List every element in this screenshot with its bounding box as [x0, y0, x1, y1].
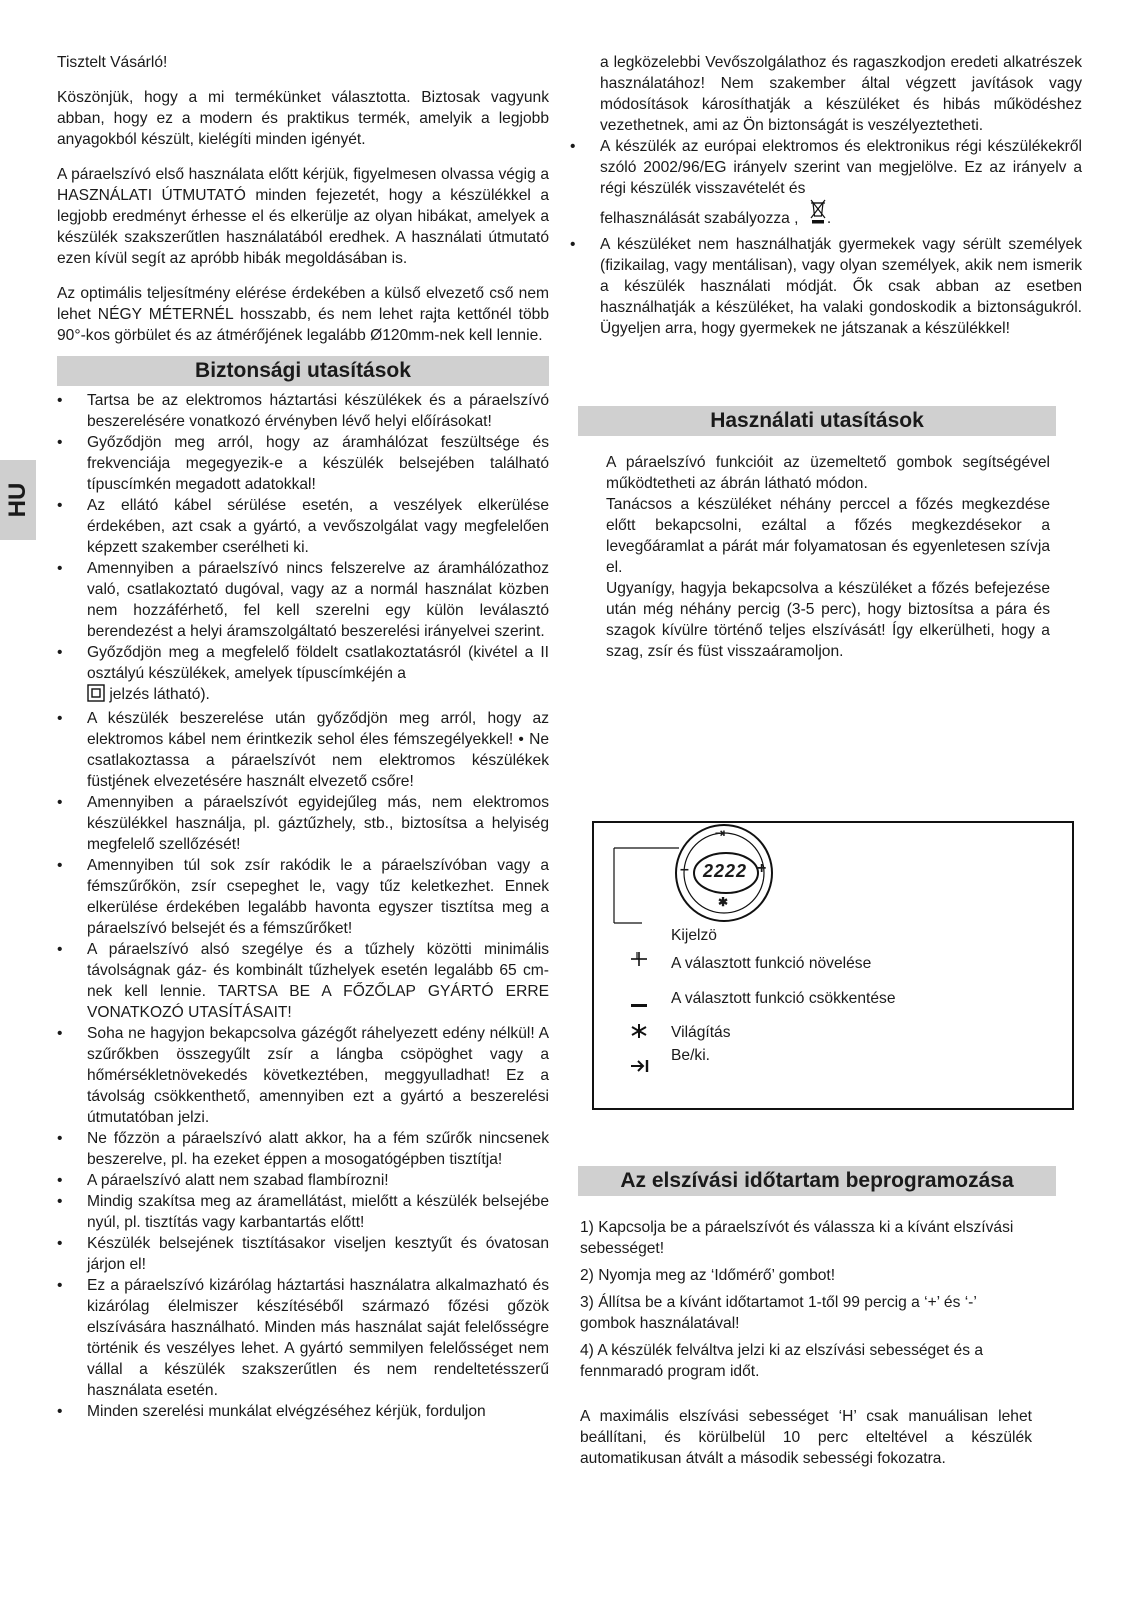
intro-paragraph: Az optimális teljesítmény elérése érdekében a külső elvezető cső nem lehet NÉGY MÉTERNÉL hosszabb, és nem lehet rajta kettőnél több 90°-kos görbület és az átmérőjének legalább Ø120mm-nek kell lennie. [57, 285, 549, 344]
intro-paragraph: Köszönjük, hogy a mi termékünket választotta. Biztosak vagyunk abban, hogy ez a modern és praktikus termék, amelyik a legjobb anyagokból készült, kielégíti minden igényét. [57, 89, 549, 148]
list-item: • Ne főzzön a páraelszívó alatt akkor, ha a fém szűrők nincsenek beszerelve, pl. ha ezeket éppen a mosogatógépben tisztítja! [57, 1128, 549, 1170]
list-item: • Amennyiben a páraelszívót egyidejűleg más, nem elektromos készülékkel használja, pl. gáztűzhely, stb., biztosítsa a helyiség megfelelő szellőzését! [57, 792, 549, 855]
safety-continuation: a legközelebbi Vevőszolgálathoz és ragaszkodjon eredeti alkatrészek használatához! Nem szakember által végzett javítások vagy módosítások károsíthatják a készüléket és hibás működéshez vezethetnek, ami az Ön biztonságát is veszélyeztetheti. [600, 54, 1082, 134]
list-item: • Az ellátó kábel sérülése esetén, a veszélyek elkerülése érdekében, azt csak a gyártó, a vevőszolgálat vagy megfelelően képzett szakember cserélheti ki. [57, 495, 549, 558]
list-item: • Győződjön meg arról, hogy az áramhálózat feszültsége és frekvenciája megegyezik-e a készülék belsejében található típuscímkén megadott adatokkal! [57, 432, 549, 495]
panel-minus-icon[interactable]: – [680, 861, 689, 878]
timer-note: A maximális elszívási sebességet ‘H’ csak manuálisan lehet beállítani, és körülbelül 10 perc elteltével a készülék automatikusan átvált a második sebességi fokozatra. [580, 1408, 1032, 1467]
list-item: • Készülék belsejének tisztításakor viseljen kesztyűt és óvatosan járjon el! [57, 1233, 549, 1275]
power-icon [630, 1059, 650, 1078]
timer-step: 3) Állítsa be a kívánt időtartamot 1-től 99 percig a ‘+’ és ‘-’ gombok használatával! [580, 1294, 977, 1332]
list-item: • Ez a páraelszívó kizárólag háztartási használatra alkalmazható és kizárólag élelmiszer készítéséből származó főzési gőzök elszívására használható. Minden más használat saját felelősségre történik és veszélyes lehet. A gyártó semmilyen felelősséget nem vállal a készülék szakszerűtlen és nem rendeltetésszerű használata esetén. [57, 1275, 549, 1401]
timer-step: 4) A készülék felváltva jelzi ki az elszívási sebességet és a fennmaradó program időt. [580, 1342, 984, 1380]
usage-paragraph: Tanácsos a készüléket néhány perccel a főzés megkezdése előtt bekapcsolni, ezáltal a főzés megkezdésekor a levegőáramlat a párát már folyamatosan és egyenletesen szívja el. [606, 496, 1050, 576]
timer-heading: Az elszívási időtartam beprogramozása [578, 1166, 1056, 1196]
timer-step: 2) Nyomja meg az ‘Időmérő’ gombot! [580, 1267, 836, 1284]
panel-display: 2222 [703, 861, 748, 881]
list-item: • A páraelszívó alatt nem szabad flambírozni! [57, 1170, 549, 1191]
safety-list [57, 390, 549, 1422]
usage-section [606, 452, 1050, 662]
right-column [592, 52, 1082, 339]
legend-light: Világítás [671, 1024, 731, 1041]
legend-display: Kijelzö [671, 927, 717, 944]
list-item-text: jelzés látható). [109, 686, 210, 703]
language-tab-label: HU [4, 482, 31, 518]
list-item-text: felhasználását szabályozza , [600, 210, 799, 227]
usage-heading: Használati utasítások [578, 406, 1056, 436]
list-item: • Minden szerelési munkálat elvégzéséhez kérjük, forduljon [57, 1401, 549, 1422]
timer-steps [580, 1217, 1032, 1475]
usage-paragraph: Ugyanígy, hagyja bekapcsolva a készüléket a főzés befejezése után még néhány percig (3-5 perc), hogy biztosítsa a pára és szagok kívülre történő teljes elszívását! Így elkerülheti, hogy a szag, zsír és füst visszaáramoljon. [606, 580, 1050, 660]
light-icon [630, 1023, 648, 1044]
legend-power: Be/ki. [671, 1047, 710, 1064]
intro-paragraph: A páraelszívó első használata előtt kérjük, figyelmesen olvassa végig a HASZNÁLATI ÚTMUTATÓ minden fejezetét, hogy a készülékkel a legjobb eredményt érhesse el és elkerülje az olyan hibákat, amelyek a készülék szakszerűtlen használatából eredhek. A használati útmutató ezen kívül segít az apróbb hibák megoldásában is. [57, 166, 549, 267]
timer-step: 1) Kapcsolja be a páraelszívót és válassza ki a kívánt elszívási sebességet! [580, 1219, 1014, 1257]
panel-power-icon[interactable]: ⇥ [715, 826, 726, 840]
minus-icon [630, 995, 648, 1013]
list-item: • A készüléket nem használhatják gyermekek vagy sérült személyek (fizikailag, vagy mentálisan), vagy olyan személyek, akik nem ismerik a készülék használati módját. Ők csak abban az esetben használhatják a készüléket, ha valaki gondoskodik a biztonságukról. Ügyeljen arra, hogy gyermekek ne játszanak a készülékkel! [570, 234, 1082, 339]
greeting: Tisztelt Vásárló! [57, 54, 168, 71]
list-item [57, 642, 549, 708]
list-item: • A készülék az európai elektromos és elektronikus régi készülékekről szóló 2002/96/EG irányelv szerint van megjelölve. Ez az irányelv a régi készülék visszavételét és felhasználását szabályozza , . [570, 136, 1082, 234]
safety-heading: Biztonsági utasítások [57, 356, 549, 386]
weee-bin-icon [809, 199, 827, 231]
list-item: • Mindig szakítsa meg az áramellátást, mielőtt a készülék belsejébe nyúl, pl. tisztítás vagy karbantartás előtt! [57, 1191, 549, 1233]
usage-paragraph: A páraelszívó funkcióit az üzemeltető gombok segítségével működtetheti az ábrán látható módon. [606, 454, 1050, 492]
legend-minus: A választott funkció csökkentése [671, 990, 896, 1007]
legend-plus: A választott funkció növelése [671, 955, 872, 972]
list-item-text: A készülék az európai elektromos és elektronikus régi készülékekről szóló 2002/96/EG irányelv szerint van megjelölve. Ez az irányelv a régi készülék visszavételét és [600, 138, 1082, 197]
list-item: • Amennyiben a páraelszívó nincs felszerelve az áramhálózathoz való, csatlakoztató dugóval, vagy az a normál használat közben nem hozzáférhető, fel kell szerelni egy külön leválasztó berendezést a helyi áramszolgáltató beszerelési irányelvei szerint. [57, 558, 549, 642]
list-item: • A páraelszívó alsó szegélye és a tűzhely közötti minimális távolságnak gáz- és kombinált tűzhelyek esetén legalább 65 cm-nek kell lennie. TARTSA BE A FŐZŐLAP GYÁRTÓ ERRE VONATKOZÓ UTASÍTÁSAIT! [57, 939, 549, 1023]
panel-plus-icon[interactable]: + [757, 860, 767, 877]
control-panel-diagram [592, 821, 1074, 1110]
list-item-text: Győződjön meg a megfelelő földelt csatlakoztatásról (kivétel a II osztályú készülékek, amelyek típuscímkéjén a [87, 644, 549, 682]
plus-icon [630, 951, 648, 972]
panel-light-icon[interactable]: ✱ [718, 895, 729, 909]
list-item: • Amennyiben túl sok zsír rakódik le a páraelszívóban vagy a fémszűrőkön, zsír csepeghet le, vagy tűz keletkezhet. Ennek elkerülése érdekében legalább havonta egyszer tisztítsa meg a páraelszívó belsejét és a fémszűrőket! [57, 855, 549, 939]
list-item: • A készülék beszerelése után győződjön meg arról, hogy az elektromos kábel nem érintkezik sehol éles fémszegélyekkel! • Ne csatlakoztassa a páraelszívót nem elektromos készülékek füstjének elvezetésére használt elvezető csőre! [57, 708, 549, 792]
list-item: • Tartsa be az elektromos háztartási készülékek és a páraelszívó beszerelésére vonatkozó érvényben lévő helyi előírásokat! [57, 390, 549, 432]
left-column [57, 52, 549, 1422]
list-item: • Soha ne hagyjon bekapcsolva gázégőt ráhelyezett edény nélkül! A szűrőkben összegyűlt zsír a lángba csöpöghet vagy a hőmérsékletnövekedés következtében, meggyulladhat! Ez a távolság csökkenthető, amennyiben ezt a gyártó a beszerelési útmutatóban jelzi. [57, 1023, 549, 1128]
safety-list-continued [570, 136, 1082, 339]
control-panel-illustration [594, 823, 1072, 943]
double-insulation-icon [87, 684, 105, 708]
